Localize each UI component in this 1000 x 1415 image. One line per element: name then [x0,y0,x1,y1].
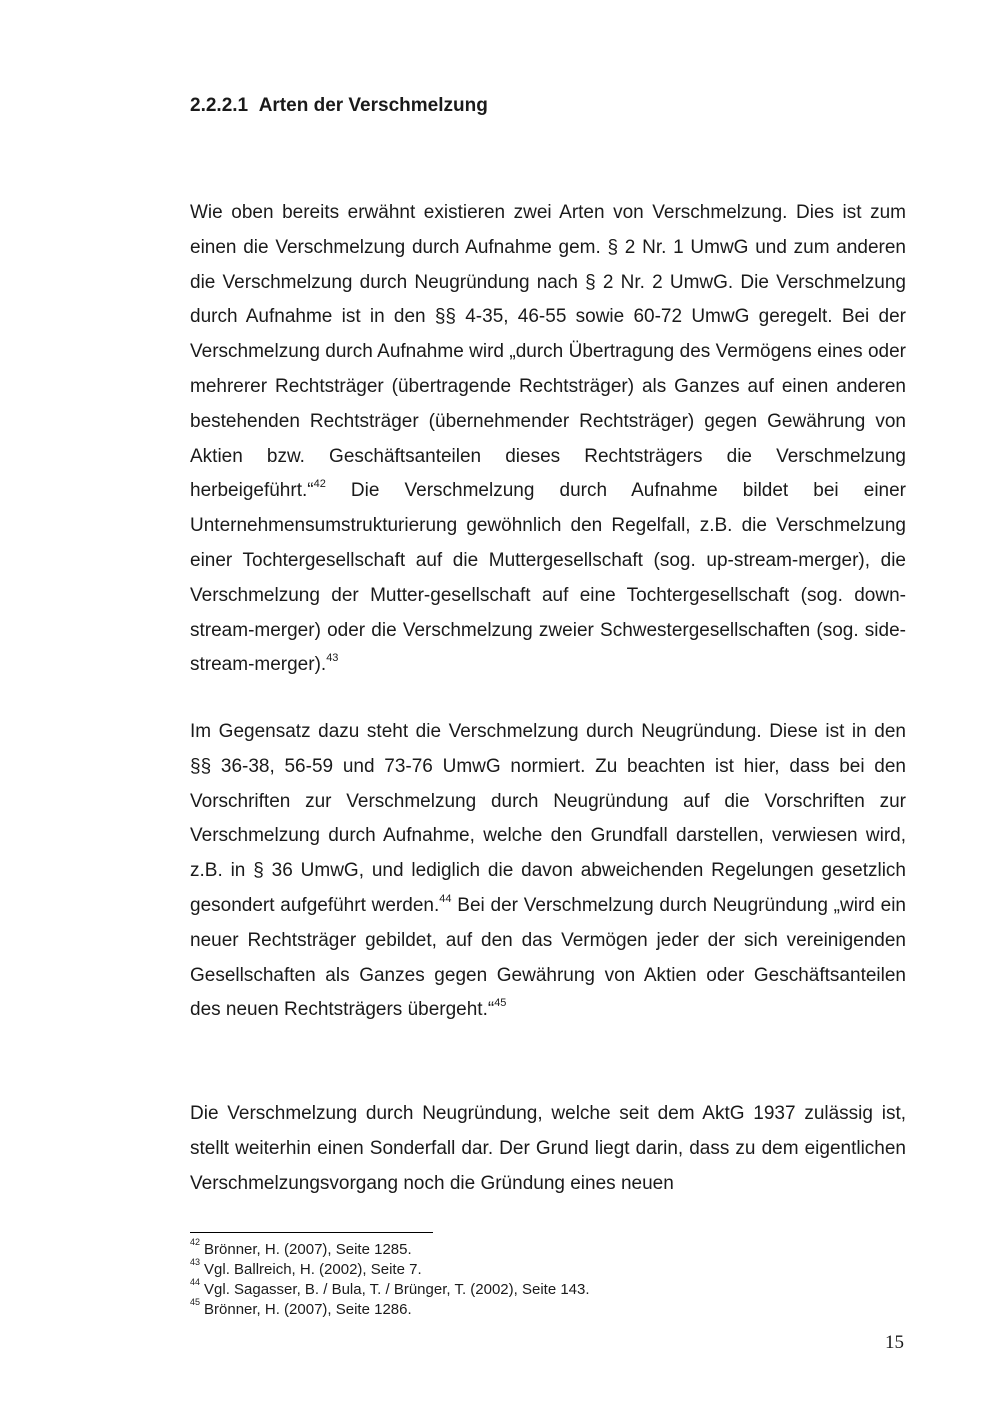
footnote-text: Brönner, H. (2007), Seite 1285. [204,1241,412,1258]
footnote-item [190,1277,790,1300]
paragraph-3-text: Die Verschmelzung durch Neugründung, welche seit dem AktG 1937 zulässig ist, stellt weiterhin einen Sonderfall dar. Der Grund liegt darin, dass zu dem eigentlichen Verschmelzungsvorgang noch die Gründung eines neuen [190,1103,906,1194]
footnote-text: Vgl. Sagasser, B. / Bula, T. / Brünger, T. (2002), Seite 143. [204,1281,590,1298]
footnote-number: 42 [190,1237,201,1247]
footnote-item [190,1257,790,1280]
paragraph-2-text-b: Bei der Verschmelzung durch Neugründung „wird ein neuer Rechtsträger gebildet, auf den das Vermögen jeder der sich vereinigenden Gesellschaften als Ganzes gegen Gewährung von Aktien oder Geschäftsanteilen des neuen Rechtsträgers übergeht.“ [190,894,906,1021]
footnote-separator [190,1232,433,1233]
section-number: 2.2.2.1 [190,95,249,116]
paragraph-3 [190,1097,906,1201]
footnote-list [190,1237,790,1320]
paragraph-1-text-b: Die Verschmelzung durch Aufnahme bildet bei einer Unternehmensumstrukturierung gewöhnlich den Regelfall, z.B. die Verschmelzung einer Tochtergesellschaft auf die Muttergesellschaft (sog. up-stream-merger), die Verschmelzung der Mutter-gesellschaft auf eine Tochtergesellschaft (sog. down-stream-merger) oder die Verschmelzung zweier Schwestergesellschaften (sog. side-stream-merger). [190,480,906,676]
section-title: Arten der Verschmelzung [258,95,488,116]
footnote-text: Vgl. Ballreich, H. (2002), Seite 7. [204,1261,422,1278]
page-number: 15 [885,1332,904,1353]
footnote-ref-43[interactable]: 43 [326,652,339,665]
footnote-item [190,1297,790,1320]
footnote-ref-42[interactable]: 42 [313,478,326,491]
section-heading [190,95,488,117]
footnote-item [190,1237,790,1260]
footnote-ref-45[interactable]: 45 [494,997,507,1010]
paragraph-1 [190,196,906,683]
footnote-number: 44 [190,1277,201,1287]
paragraph-2 [190,715,906,1028]
paragraph-2-text-a: Im Gegensatz dazu steht die Verschmelzung durch Neugründung. Diese ist in den §§ 36-38, 56-59 und 73-76 UmwG normiert. Zu beachten ist hier, dass bei den Vorschriften zur Verschmelzung durch Neugründung auf die Vorschriften zur Verschmelzung durch Aufnahme, welche den Grundfall darstellen, verwiesen wird, z.B. in § 36 UmwG, und lediglich die davon abweichenden Regelungen gesetzlich gesondert aufgeführt werden. [190,721,906,916]
paragraph-1-text-a: Wie oben bereits erwähnt existieren zwei Arten von Verschmelzung. Dies ist zum einen die Verschmelzung durch Aufnahme gem. § 2 Nr. 1 UmwG und zum anderen die Verschmelzung durch Neugründung nach § 2 Nr. 2 UmwG. Die Verschmelzung durch Aufnahme ist in den §§ 4-35, 46-55 sowie 60-72 UmwG geregelt. Bei der Verschmelzung durch Aufnahme wird „durch Übertragung des Vermögens eines oder mehrerer Rechtsträger (übertragende Rechtsträger) als Ganzes auf einen anderen bestehenden Rechtsträger (übernehmender Rechtsträger) gegen Gewährung von Aktien bzw. Geschäftsanteilen dieses Rechtsträgers die Verschmelzung herbeigeführt.“ [190,202,906,502]
footnote-text: Brönner, H. (2007), Seite 1286. [204,1301,412,1318]
footnote-number: 45 [190,1297,201,1307]
footnote-ref-44[interactable]: 44 [439,892,452,905]
footnote-number: 43 [190,1257,201,1267]
